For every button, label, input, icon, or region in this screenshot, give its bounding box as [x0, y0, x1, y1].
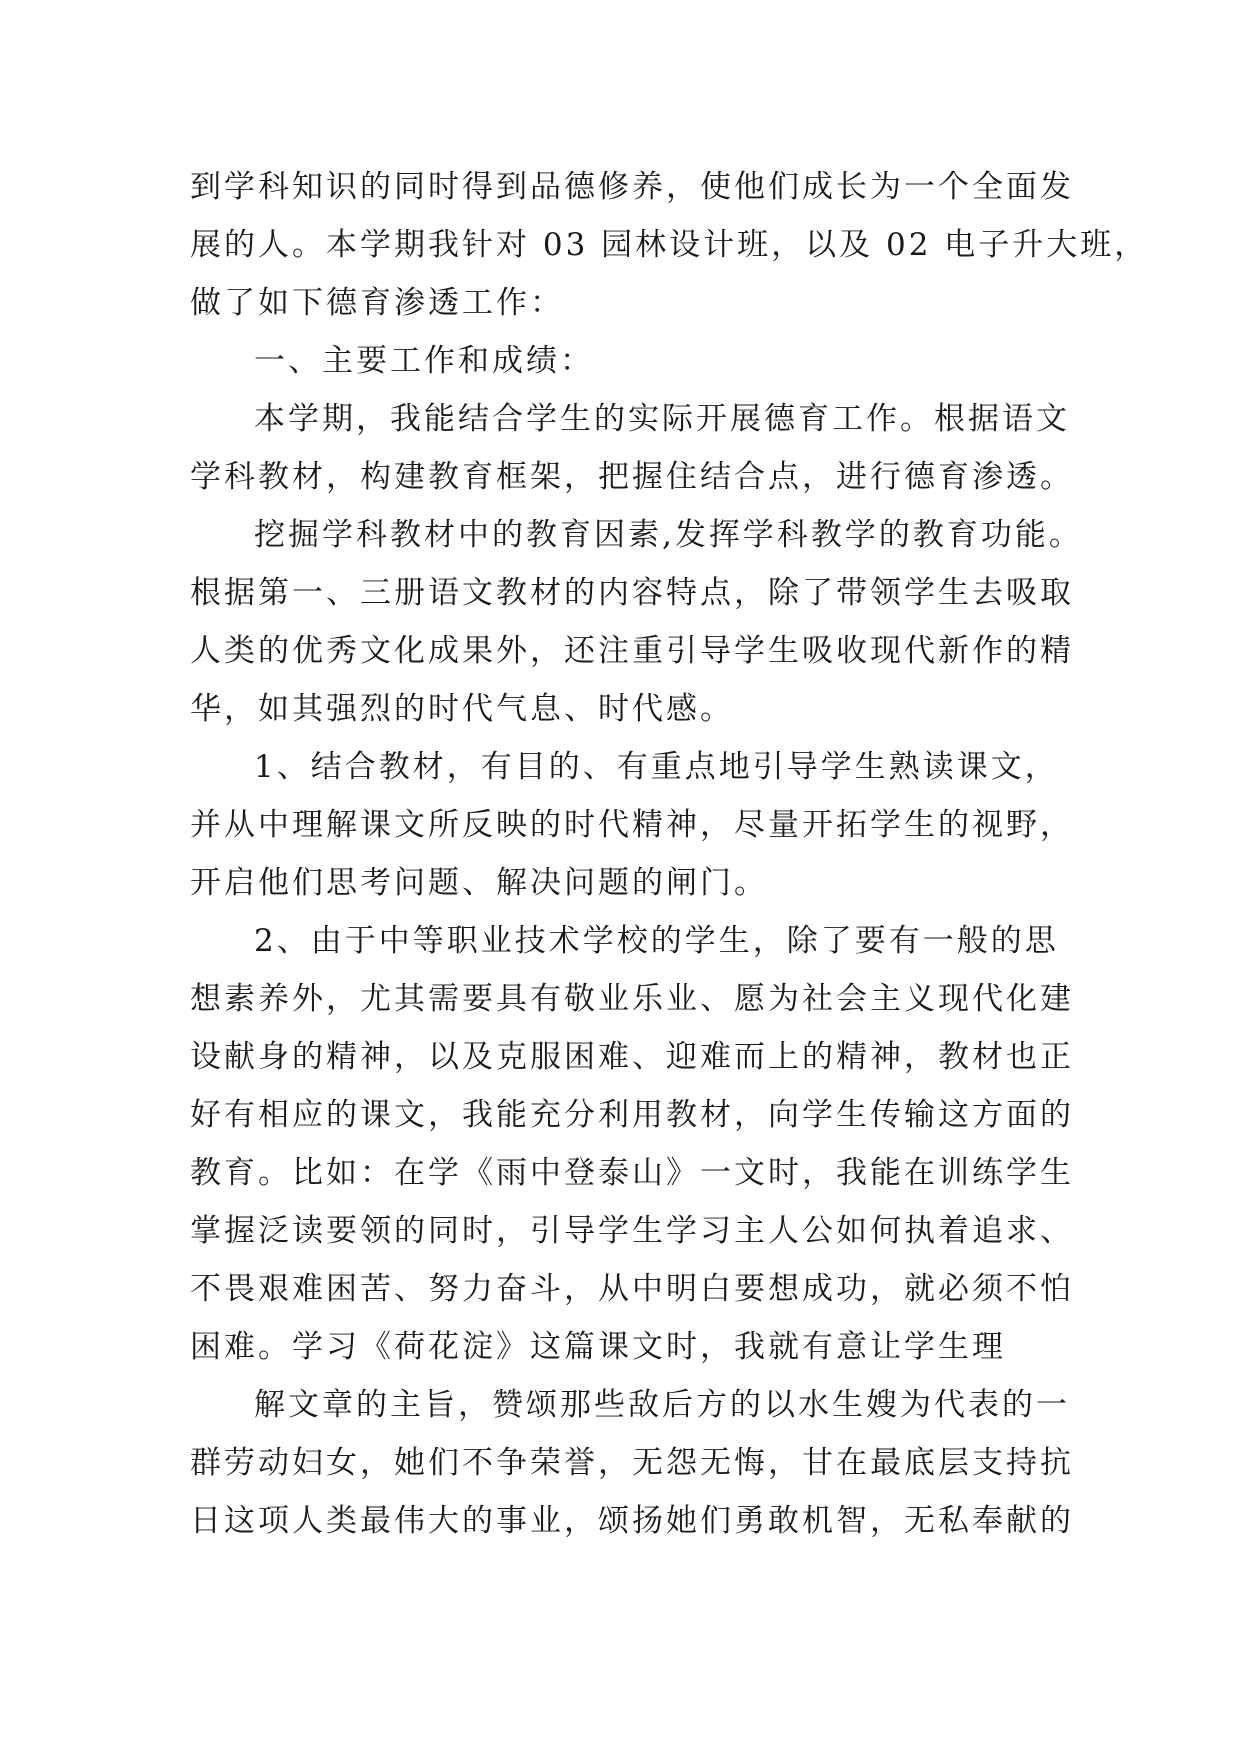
text-line: 展的人。本学期我针对 03 园林设计班，以及 02 电子升大班，: [190, 227, 1149, 263]
text-line: 解文章的主旨，赞颂那些敌后方的以水生嫂为代表的一: [254, 1387, 1070, 1423]
text-line: 掌握泛读要领的同时，引导学生学习主人公如何执着追求、: [190, 1213, 1074, 1249]
text-line: 学科教材，构建教育框架，把握住结合点，进行德育渗透。: [190, 459, 1074, 495]
text-line: 教育。比如：在学《雨中登泰山》一文时，我能在训练学生: [190, 1155, 1074, 1191]
text-line: 想素养外，尤其需要具有敬业乐业、愿为社会主义现代化建: [190, 981, 1074, 1017]
text-line: 困难。学习《荷花淀》这篇课文时，我就有意让学生理: [190, 1329, 1006, 1365]
text-line: 本学期，我能结合学生的实际开展德育工作。根据语文: [254, 401, 1070, 437]
text-line: 根据第一、三册语文教材的内容特点，除了带领学生去吸取: [190, 575, 1074, 611]
text-line: 挖掘学科教材中的教育因素,发挥学科教学的教育功能。: [254, 517, 1083, 553]
text-line: 1、结合教材，有目的、有重点地引导学生熟读课文，: [254, 749, 1059, 785]
text-line: 人类的优秀文化成果外，还注重引导学生吸收现代新作的精: [190, 633, 1074, 669]
text-line: 日这项人类最伟大的事业，颂扬她们勇敢机智，无私奉献的: [190, 1503, 1074, 1539]
document-body: [190, 158, 1149, 1550]
text-line: 一、主要工作和成绩：: [254, 343, 594, 379]
text-line: 并从中理解课文所反映的时代精神，尽量开拓学生的视野，: [190, 807, 1074, 843]
text-line: 设献身的精神，以及克服困难、迎难而上的精神，教材也正: [190, 1039, 1074, 1075]
text-line: 2、由于中等职业技术学校的学生，除了要有一般的思: [254, 923, 1059, 959]
text-line: 群劳动妇女，她们不争荣誉，无怨无悔，甘在最底层支持抗: [190, 1445, 1074, 1481]
text-line: 开启他们思考问题、解决问题的闸门。: [190, 865, 768, 901]
text-line: 好有相应的课文，我能充分利用教材，向学生传输这方面的: [190, 1097, 1074, 1133]
text-line: 华，如其强烈的时代气息、时代感。: [190, 691, 734, 727]
text-line: 到学科知识的同时得到品德修养，使他们成长为一个全面发: [190, 169, 1074, 205]
text-line: 不畏艰难困苦、努力奋斗，从中明白要想成功，就必须不怕: [190, 1271, 1074, 1307]
text-line: 做了如下德育渗透工作：: [190, 285, 564, 321]
